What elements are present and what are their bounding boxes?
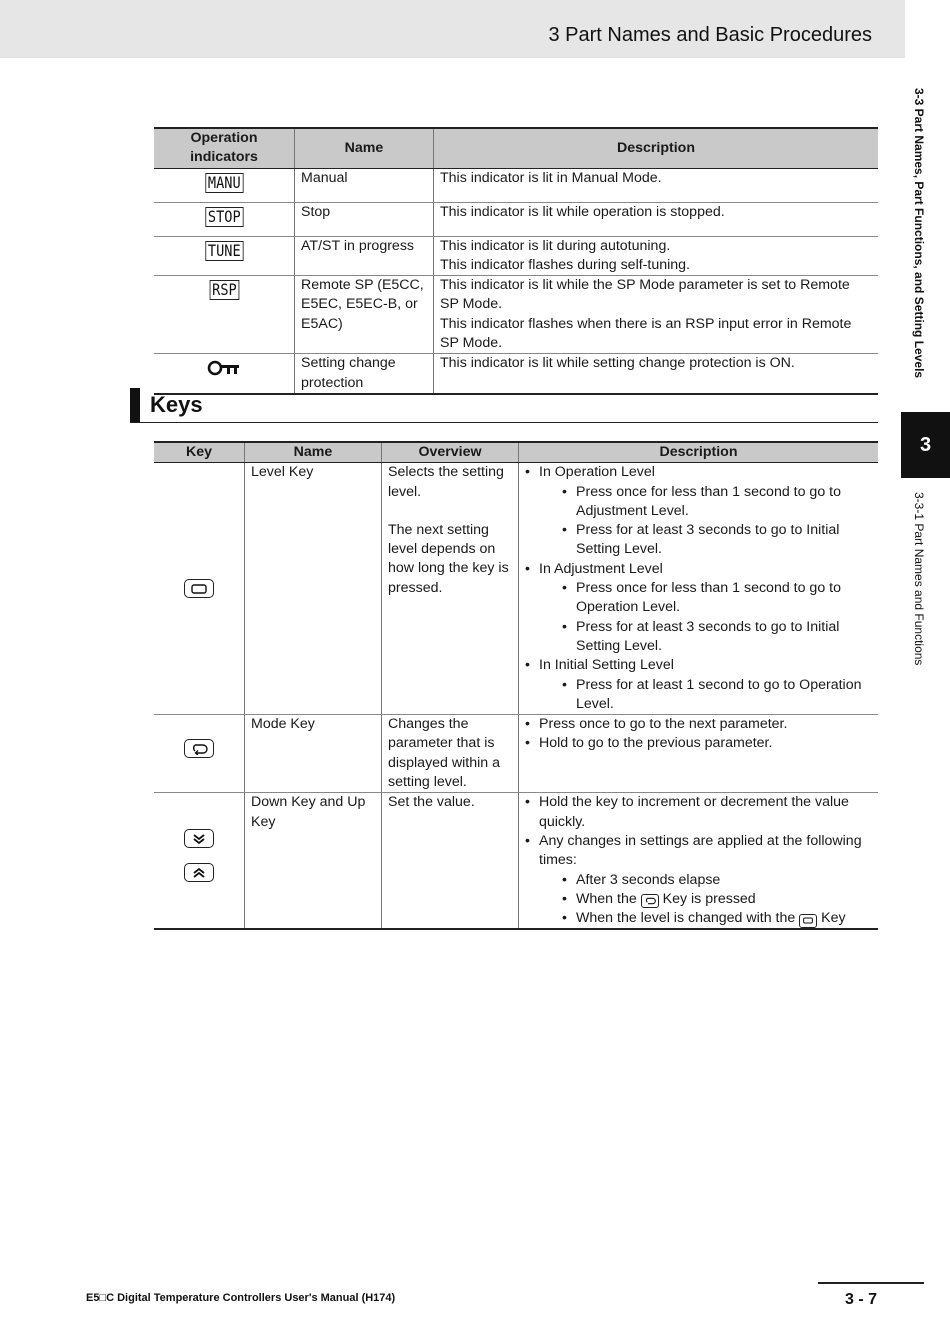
- table-row: [154, 236, 878, 276]
- indicator-name: Remote SP (E5CC, E5EC, E5EC-B, or E5AC): [295, 276, 434, 354]
- overview-text: The next setting level depends on how long the key is pressed.: [388, 521, 509, 596]
- list-item: • Press once to go to the next parameter.: [525, 715, 872, 734]
- list-item: • Press for at least 1 second to go to Operation Level.: [539, 676, 872, 715]
- key-name: Down Key and Up Key: [245, 793, 382, 930]
- key-overview: Set the value.: [382, 793, 519, 930]
- indicator-name: Manual: [295, 168, 434, 202]
- indicator-description: [434, 236, 879, 276]
- page-header-title: 3 Part Names and Basic Procedures: [548, 24, 872, 46]
- footer-rule: [818, 1282, 924, 1284]
- col-header: Operation indicators: [154, 128, 295, 168]
- description-line: This indicator flashes during self-tuning.: [440, 256, 690, 273]
- list-item: • Press once for less than 1 second to go to Operation Level.: [539, 579, 872, 618]
- list-item: • In Operation Level • Press once for less than 1 second to go to Adjustment Level. • Press for at least 3 seconds to go to Initial Setting Level.: [525, 463, 872, 559]
- key-overview: [382, 463, 519, 715]
- stop-indicator-icon: STOP: [205, 207, 243, 227]
- key-name: Mode Key: [245, 715, 382, 793]
- list-item: • When the level is changed with the Key: [539, 909, 872, 928]
- table-row: [154, 202, 878, 236]
- list-item: • After 3 seconds elapse: [539, 871, 872, 890]
- key-description: [519, 715, 879, 793]
- side-subsection-title: 3-3-1 Part Names and Functions: [912, 492, 926, 666]
- indicator-description: This indicator is lit while setting change protection is ON.: [434, 354, 879, 394]
- section-heading: [130, 388, 878, 423]
- list-item: • Hold the key to increment or decrement the value quickly.: [525, 793, 872, 832]
- chapter-tab: 3: [901, 412, 950, 478]
- col-header: Name: [295, 128, 434, 168]
- down-key-icon: [184, 829, 214, 848]
- list-item: • When the Key is pressed: [539, 890, 872, 909]
- list-item: • Any changes in settings are applied at the following times: • After 3 seconds elapse • When the Key is pressed • When the level is changed with the Key: [525, 832, 872, 928]
- col-header: Key: [154, 442, 245, 463]
- indicator-name: Setting change protection: [295, 354, 434, 394]
- description-line: This indicator is lit while the SP Mode parameter is set to Remote SP Mode.: [440, 277, 850, 313]
- key-icon: [207, 364, 241, 380]
- page-number: 3 - 7: [845, 1291, 878, 1308]
- level-key-inline-icon: [799, 914, 817, 928]
- table-row: [154, 715, 878, 793]
- list-item: • Hold to go to the previous parameter.: [525, 734, 872, 753]
- indicator-description: [434, 276, 879, 354]
- list-item: • In Adjustment Level • Press once for less than 1 second to go to Operation Level. • Press for at least 3 seconds to go to Initial Setting Level.: [525, 560, 872, 656]
- key-description: [519, 793, 879, 930]
- table-row: [154, 793, 878, 930]
- table-row: [154, 463, 878, 715]
- table-row: [154, 276, 878, 354]
- rsp-indicator-icon: RSP: [209, 280, 239, 300]
- list-item: • Press once for less than 1 second to go to Adjustment Level.: [539, 483, 872, 522]
- indicator-description: This indicator is lit while operation is stopped.: [434, 202, 879, 236]
- list-item: • In Initial Setting Level • Press for at least 1 second to go to Operation Level.: [525, 656, 872, 714]
- col-header: Description: [519, 442, 879, 463]
- indicator-description: This indicator is lit in Manual Mode.: [434, 168, 879, 202]
- key-description: [519, 463, 879, 715]
- col-header: Overview: [382, 442, 519, 463]
- col-header: Name: [245, 442, 382, 463]
- mode-key-inline-icon: [641, 894, 659, 908]
- key-overview: Changes the parameter that is displayed within a setting level.: [382, 715, 519, 793]
- description-line: This indicator flashes when there is an RSP input error in Remote SP Mode.: [440, 315, 852, 352]
- indicator-name: Stop: [295, 202, 434, 236]
- level-key-icon: [184, 579, 214, 598]
- list-item: • Press for at least 3 seconds to go to Initial Setting Level.: [539, 521, 872, 560]
- indicators-table: [154, 127, 878, 395]
- up-key-icon: [184, 863, 214, 882]
- tune-indicator-icon: TUNE: [205, 241, 243, 261]
- manu-indicator-icon: MANU: [205, 173, 243, 193]
- heading-bar: [130, 388, 140, 422]
- footer-manual-title: E5□C Digital Temperature Controllers User's Manual (H174): [86, 1292, 396, 1304]
- overview-text: Selects the setting level.: [388, 464, 504, 500]
- list-item: • Press for at least 3 seconds to go to Initial Setting Level.: [539, 618, 872, 657]
- col-header: Description: [434, 128, 879, 168]
- key-name: Level Key: [245, 463, 382, 715]
- section-title: Keys: [150, 392, 203, 417]
- indicator-name: AT/ST in progress: [295, 236, 434, 276]
- side-section-title: 3-3 Part Names, Part Functions, and Setting Levels: [912, 88, 926, 379]
- description-line: This indicator is lit during autotuning.: [440, 237, 671, 254]
- mode-key-icon: [184, 739, 214, 758]
- table-row: [154, 168, 878, 202]
- keys-table: [154, 441, 878, 930]
